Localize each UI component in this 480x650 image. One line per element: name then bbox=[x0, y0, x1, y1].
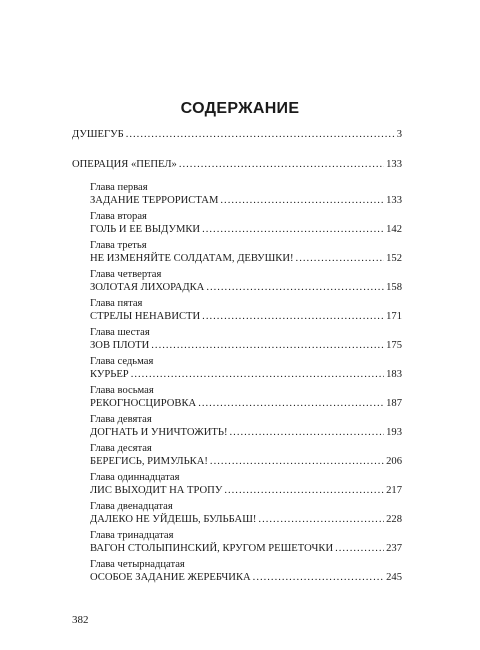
toc-chapter-label: Глава пятая bbox=[90, 298, 143, 309]
toc-page-number: 217 bbox=[386, 485, 402, 496]
toc-chapter-title: СТРЕЛЫ НЕНАВИСТИ bbox=[90, 311, 201, 322]
toc-page-number: 133 bbox=[386, 159, 402, 170]
dot-leader bbox=[126, 128, 395, 141]
toc-part-title: ОПЕРАЦИЯ «ПЕПЕЛ» bbox=[72, 159, 177, 170]
toc-page-number: 152 bbox=[386, 253, 402, 264]
toc-chapter-entry bbox=[72, 529, 402, 555]
toc-chapter-entry bbox=[72, 210, 402, 236]
toc-chapter-entry bbox=[72, 500, 402, 526]
toc-chapter-label: Глава двенадцатая bbox=[90, 501, 173, 512]
toc-chapter-title: ЛИС ВЫХОДИТ НА ТРОПУ bbox=[90, 485, 223, 496]
toc-chapter-row bbox=[90, 252, 402, 265]
toc-chapter-label: Глава четырнадцатая bbox=[90, 559, 185, 570]
toc-chapter-label: Глава первая bbox=[90, 182, 148, 193]
toc-chapter-title: ВАГОН СТОЛЫПИНСКИЙ, КРУГОМ РЕШЕТОЧКИ bbox=[90, 543, 334, 554]
toc-chapter-title: ГОЛЬ И ЕЕ ВЫДУМКИ bbox=[90, 224, 201, 235]
toc-page-number: 3 bbox=[396, 129, 402, 140]
toc-chapter-title: НЕ ИЗМЕНЯЙТЕ СОЛДАТАМ, ДЕВУШКИ! bbox=[90, 253, 294, 264]
toc-chapter-entry bbox=[72, 413, 402, 439]
toc-chapter-row bbox=[90, 281, 402, 294]
toc-chapter-entry bbox=[72, 268, 402, 294]
toc-chapter-label: Глава седьмая bbox=[90, 356, 154, 367]
dot-leader bbox=[151, 339, 384, 352]
toc-chapter-row bbox=[90, 426, 402, 439]
toc-chapter-row bbox=[90, 310, 402, 323]
table-of-contents bbox=[72, 128, 402, 584]
dot-leader bbox=[131, 368, 384, 381]
toc-chapter-label: Глава вторая bbox=[90, 211, 147, 222]
toc-chapter-title: ДОГНАТЬ И УНИЧТОЖИТЬ! bbox=[90, 427, 228, 438]
toc-chapter-label: Глава третья bbox=[90, 240, 147, 251]
toc-chapter-row bbox=[90, 397, 402, 410]
toc-chapter-entry bbox=[72, 471, 402, 497]
toc-chapter-label: Глава девятая bbox=[90, 414, 152, 425]
toc-page-number: 187 bbox=[386, 398, 402, 409]
dot-leader bbox=[335, 542, 384, 555]
toc-chapter-label: Глава десятая bbox=[90, 443, 152, 454]
dot-leader bbox=[210, 455, 384, 468]
toc-chapter-entry bbox=[72, 297, 402, 323]
toc-page-number: 175 bbox=[386, 340, 402, 351]
toc-chapter-entry bbox=[72, 239, 402, 265]
toc-chapter-title: ОСОБОЕ ЗАДАНИЕ ЖЕРЕБЧИКА bbox=[90, 572, 251, 583]
toc-chapter-entry bbox=[72, 442, 402, 468]
toc-chapter-title: ДАЛЕКО НЕ УЙДЕШЬ, БУЛЬБАШ! bbox=[90, 514, 257, 525]
dot-leader bbox=[220, 194, 384, 207]
toc-page-number: 206 bbox=[386, 456, 402, 467]
toc-chapter-row bbox=[90, 484, 402, 497]
toc-chapter-entry bbox=[72, 181, 402, 207]
toc-chapter-row bbox=[90, 455, 402, 468]
toc-page-number: 237 bbox=[386, 543, 402, 554]
toc-page-number: 193 bbox=[386, 427, 402, 438]
toc-chapter-row bbox=[90, 542, 402, 555]
dot-leader bbox=[198, 397, 384, 410]
toc-chapter-entry bbox=[72, 558, 402, 584]
toc-part-title: ДУШЕГУБ bbox=[72, 129, 124, 140]
toc-chapter-label: Глава тринадцатая bbox=[90, 530, 174, 541]
toc-chapter-title: БЕРЕГИСЬ, РИМУЛЬКА! bbox=[90, 456, 208, 467]
toc-chapter-label: Глава шестая bbox=[90, 327, 150, 338]
toc-chapter-entry bbox=[72, 326, 402, 352]
toc-page-number: 133 bbox=[386, 195, 402, 206]
toc-chapter-entry bbox=[72, 384, 402, 410]
toc-page-number: 142 bbox=[386, 224, 402, 235]
toc-page-number: 171 bbox=[386, 311, 402, 322]
dot-leader bbox=[296, 252, 385, 265]
dot-leader bbox=[206, 281, 384, 294]
toc-part-entry bbox=[72, 158, 402, 171]
dot-leader bbox=[230, 426, 385, 439]
dot-leader bbox=[179, 158, 384, 171]
dot-leader bbox=[202, 310, 384, 323]
toc-part-entry bbox=[72, 128, 402, 141]
toc-chapter-title: ЗОЛОТАЯ ЛИХОРАДКА bbox=[90, 282, 205, 293]
dot-leader bbox=[253, 571, 384, 584]
dot-leader bbox=[224, 484, 384, 497]
toc-page-number: 228 bbox=[386, 514, 402, 525]
toc-chapter-title: РЕКОГНОСЦИРОВКА bbox=[90, 398, 197, 409]
dot-leader bbox=[202, 223, 384, 236]
toc-page-number: 245 bbox=[386, 572, 402, 583]
toc-chapter-label: Глава восьмая bbox=[90, 385, 154, 396]
toc-chapter-row bbox=[90, 223, 402, 236]
toc-chapter-title: ЗАДАНИЕ ТЕРРОРИСТАМ bbox=[90, 195, 219, 206]
toc-chapter-label: Глава одиннадцатая bbox=[90, 472, 180, 483]
toc-chapter-row bbox=[90, 194, 402, 207]
toc-page-number: 183 bbox=[386, 369, 402, 380]
toc-chapter-row bbox=[90, 368, 402, 381]
page-folio: 382 bbox=[72, 614, 89, 626]
toc-chapter-label: Глава четвертая bbox=[90, 269, 162, 280]
page-title: СОДЕРЖАНИЕ bbox=[180, 100, 300, 117]
toc-page-number: 158 bbox=[386, 282, 402, 293]
toc-chapter-title: КУРЬЕР bbox=[90, 369, 129, 380]
toc-chapter-row bbox=[90, 513, 402, 526]
toc-chapter-entry bbox=[72, 355, 402, 381]
toc-chapter-row bbox=[90, 571, 402, 584]
toc-chapter-title: ЗОВ ПЛОТИ bbox=[90, 340, 150, 351]
dot-leader bbox=[258, 513, 384, 526]
toc-chapter-row bbox=[90, 339, 402, 352]
